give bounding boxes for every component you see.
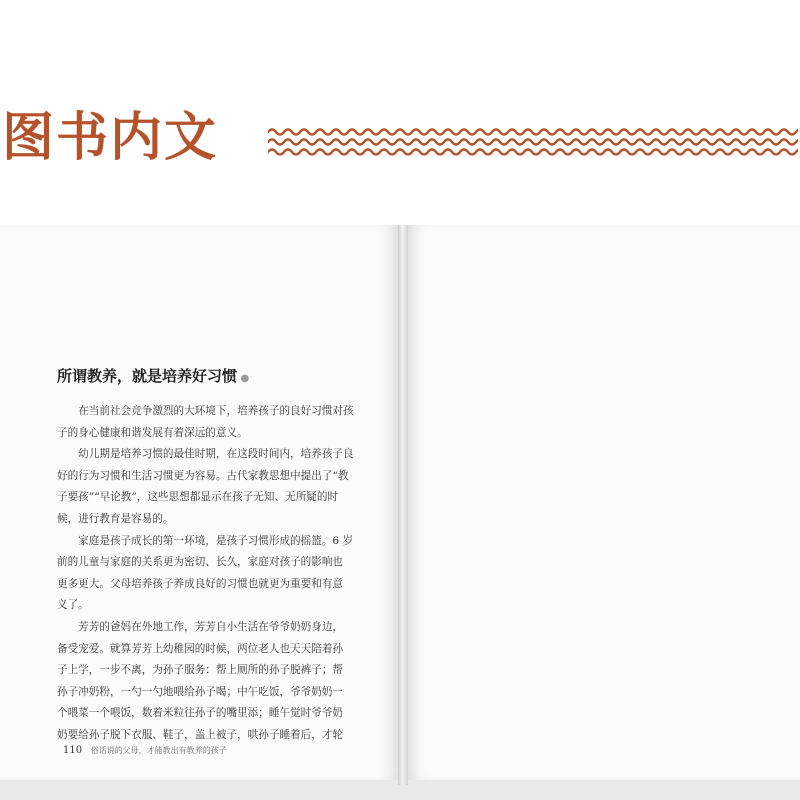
running-header: 俗话说的父母，才能教出有教养的孩子 (90, 746, 227, 755)
text-line: 前的儿童与家庭的关系更为密切、长久，家庭对孩子的影响也 (57, 556, 344, 569)
left-page (0, 225, 398, 780)
text-line: 义了。 (57, 599, 89, 612)
text-line: 更多更大。父母培养孩子养成良好的习惯也就更为重要和有意 (57, 577, 344, 590)
right-page (408, 225, 800, 780)
text-line: 奶要给孙子脱下衣服、鞋子，盖上被子，哄孙子睡着后，才轮 (57, 728, 344, 741)
wave-line (268, 130, 798, 135)
text-line: 子上学，一步不离，为孙子服务：帮上厕所的孙子脱裤子；帮 (57, 664, 344, 677)
text-line: 孙子冲奶粉，一勺一勺地喂给孙子喝；中午吃饭，爷爷奶奶一 (57, 685, 344, 698)
wave-line (268, 150, 798, 155)
text-line: 家庭是孩子成长的第一环境，是孩子习惯形成的摇篮。6 岁 (57, 534, 354, 547)
banner (0, 0, 800, 225)
banner-title: 图书内文 (2, 108, 219, 168)
wave-decoration-icon (268, 124, 798, 164)
text-line: 幼儿期是培养习惯的最佳时期，在这段时间内，培养孩子良 (57, 448, 354, 461)
text-line: 子的身心健康和谐发展有着深远的意义。 (57, 426, 248, 439)
wave-line (268, 140, 798, 145)
text-line: 子要孩”“早论教”，这些思想都显示在孩子无知、无所疑的时 (57, 491, 339, 504)
book-gutter (398, 225, 408, 785)
text-line: 候，进行教育是容易的。 (57, 512, 174, 525)
book-spread (0, 225, 800, 800)
left-page-footer (57, 745, 227, 756)
text-line: 芳芳的爸妈在外地工作，芳芳自小生活在爷爷奶奶身边， (57, 620, 344, 633)
text-line: 好的行为习惯和生活习惯更为容易。古代家教思想中提出了“教 (57, 469, 349, 482)
left-page-body (57, 401, 357, 747)
text-line: 个喂菜一个喂饭，数着米粒往孙子的嘴里添；睡午觉时爷爷奶 (57, 707, 344, 720)
page-number: 110 (63, 745, 83, 756)
text-line: 备受宠爱。就算芳芳上幼稚园的时候，两位老人也天天陪着孙 (57, 642, 344, 655)
section-title: 所谓教养，就是培养好习惯 ● (57, 367, 250, 385)
text-line: 在当前社会竞争激烈的大环境下，培养孩子的良好习惯对孩 (57, 405, 354, 417)
